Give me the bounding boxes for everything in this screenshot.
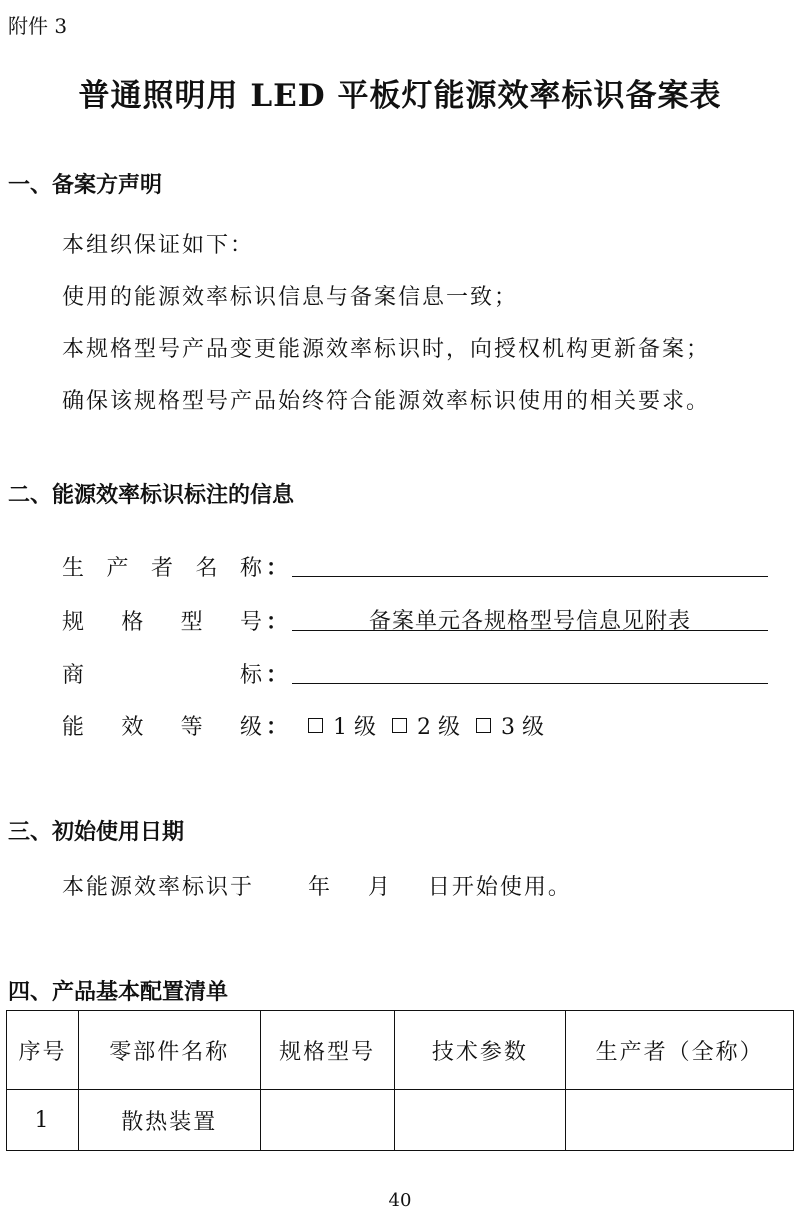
column-header-part-name: 零部件名称 <box>78 1011 260 1090</box>
colon: ： <box>266 662 289 688</box>
grade-options <box>308 710 560 741</box>
colon: ： <box>266 555 289 581</box>
table-cell[interactable] <box>260 1090 394 1151</box>
column-header-model: 规格型号 <box>260 1011 394 1090</box>
section-heading-first-use: 三、初始使用日期 <box>8 820 185 845</box>
producer-name-label: 生 产 者 名 称 <box>62 556 262 581</box>
checkbox-icon[interactable] <box>308 718 323 733</box>
grade-label: 能 效 等 级 <box>62 715 262 740</box>
section-heading-config: 四、产品基本配置清单 <box>8 980 229 1005</box>
page-title: 普通照明用 LED 平板灯能源效率标识备案表 <box>78 78 722 114</box>
table-cell: 散热装置 <box>78 1090 260 1151</box>
colon: ： <box>266 609 289 635</box>
section-heading-label-info: 二、能源效率标识标注的信息 <box>8 483 295 508</box>
first-use-date-text: 本能源效率标识于 年 月 日开始使用。 <box>62 875 572 900</box>
table-row <box>7 1090 794 1151</box>
table-cell[interactable] <box>394 1090 566 1151</box>
trademark-field[interactable] <box>292 657 768 684</box>
column-header-index: 序号 <box>7 1011 79 1090</box>
checkbox-icon[interactable] <box>392 718 407 733</box>
producer-name-field[interactable] <box>292 550 768 577</box>
declaration-line-4: 确保该规格型号产品始终符合能源效率标识使用的相关要求。 <box>62 389 711 414</box>
column-header-tech-params: 技术参数 <box>394 1011 566 1090</box>
declaration-line-3: 本规格型号产品变更能源效率标识时，向授权机构更新备案； <box>62 337 711 362</box>
page-number: 40 <box>388 1190 412 1211</box>
trademark-label: 商 标 <box>62 663 262 688</box>
table-cell[interactable] <box>566 1090 794 1151</box>
declaration-line-2: 使用的能源效率标识信息与备案信息一致； <box>62 285 519 310</box>
model-label: 规 格 型 号 <box>62 610 262 635</box>
grade-option-1[interactable]: 1 级 <box>308 710 376 741</box>
grade-option-3[interactable]: 3 级 <box>476 710 544 741</box>
section-heading-declaration: 一、备案方声明 <box>8 173 163 198</box>
grade-option-2[interactable]: 2 级 <box>392 710 460 741</box>
colon: ： <box>266 714 289 740</box>
table-cell: 1 <box>7 1090 79 1151</box>
config-table <box>6 1010 794 1151</box>
declaration-line-1: 本组织保证如下： <box>62 233 255 258</box>
table-header-row <box>7 1011 794 1090</box>
checkbox-icon[interactable] <box>476 718 491 733</box>
column-header-producer: 生产者（全称） <box>566 1011 794 1090</box>
attachment-label: 附件 3 <box>8 14 68 38</box>
model-field[interactable]: 备案单元各规格型号信息见附表 <box>292 604 768 631</box>
